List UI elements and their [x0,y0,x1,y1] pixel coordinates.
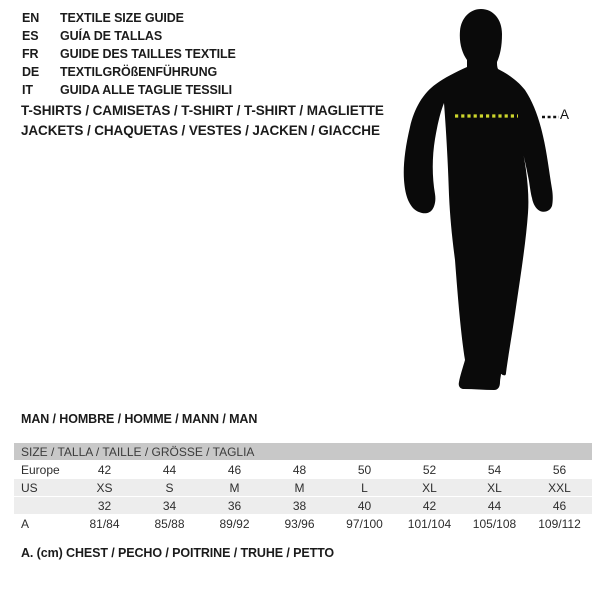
language-code: IT [22,83,33,97]
size-value: S [165,480,174,495]
size-value: 36 [227,498,242,513]
size-value: 93/96 [284,516,315,531]
size-value: 46 [227,462,242,477]
language-row [22,45,236,63]
size-value: 34 [162,498,177,513]
size-value: 48 [292,462,307,477]
row-label: A [21,516,30,531]
man-silhouette [404,9,553,390]
size-value: 89/92 [219,516,250,531]
size-value: M [294,480,305,495]
chest-footnote: A. (cm) CHEST / PECHO / POITRINE / TRUHE / PETTO [21,546,335,560]
row-label: Europe [21,462,60,477]
size-value: 81/84 [89,516,120,531]
size-value: 54 [487,462,502,477]
size-value: 101/104 [407,516,452,531]
size-table-header: SIZE / TALLA / TAILLE / GRÖSSE / TAGLIA [14,443,592,460]
size-value: 42 [97,462,112,477]
language-title: TEXTILGRÖßENFÜHRUNG [60,65,218,79]
language-row [22,9,236,27]
size-table [14,443,592,533]
size-value: 44 [162,462,177,477]
size-value: 32 [97,498,112,513]
size-value: XL [422,480,437,495]
size-value: 97/100 [346,516,383,531]
size-value: XL [487,480,502,495]
language-code: EN [22,11,40,25]
size-value: 109/112 [538,516,581,531]
size-value: 105/108 [472,516,517,531]
language-row [22,81,236,99]
table-row-europe [14,461,592,478]
size-value: M [229,480,240,495]
table-row-chest-a [14,515,592,532]
table-row-us-numeric [14,497,592,514]
man-silhouette-figure [402,5,560,401]
size-value: XS [96,480,113,495]
size-value: XXL [548,480,571,495]
measure-label-a: A [560,107,570,122]
language-title: TEXTILE SIZE GUIDE [60,11,184,25]
size-value: 42 [422,498,437,513]
size-value: 52 [422,462,437,477]
language-row [22,27,236,45]
size-value: 46 [552,498,567,513]
language-list [22,9,236,99]
language-title: GUIDE DES TAILLES TEXTILE [60,47,236,61]
language-title: GUIDA ALLE TAGLIE TESSILI [60,83,233,97]
size-value: 40 [357,498,372,513]
garment-categories [21,101,384,141]
size-value: L [361,480,368,495]
table-row-us [14,479,592,496]
language-code: ES [22,29,39,43]
language-row [22,63,236,81]
category-tshirts: T-SHIRTS / CAMISETAS / T-SHIRT / T-SHIRT / MAGLIETTE [21,103,384,118]
size-value: 38 [292,498,307,513]
language-code: DE [22,65,40,79]
size-value: 50 [357,462,372,477]
language-title: GUÍA DE TALLAS [60,29,163,43]
section-title-man: MAN / HOMBRE / HOMME / MANN / MAN [21,412,258,426]
language-code: FR [22,47,39,61]
size-value: 85/88 [154,516,185,531]
category-jackets: JACKETS / CHAQUETAS / VESTES / JACKEN / GIACCHE [21,123,380,138]
size-value: 44 [487,498,502,513]
row-label: US [21,480,38,495]
size-value: 56 [552,462,567,477]
